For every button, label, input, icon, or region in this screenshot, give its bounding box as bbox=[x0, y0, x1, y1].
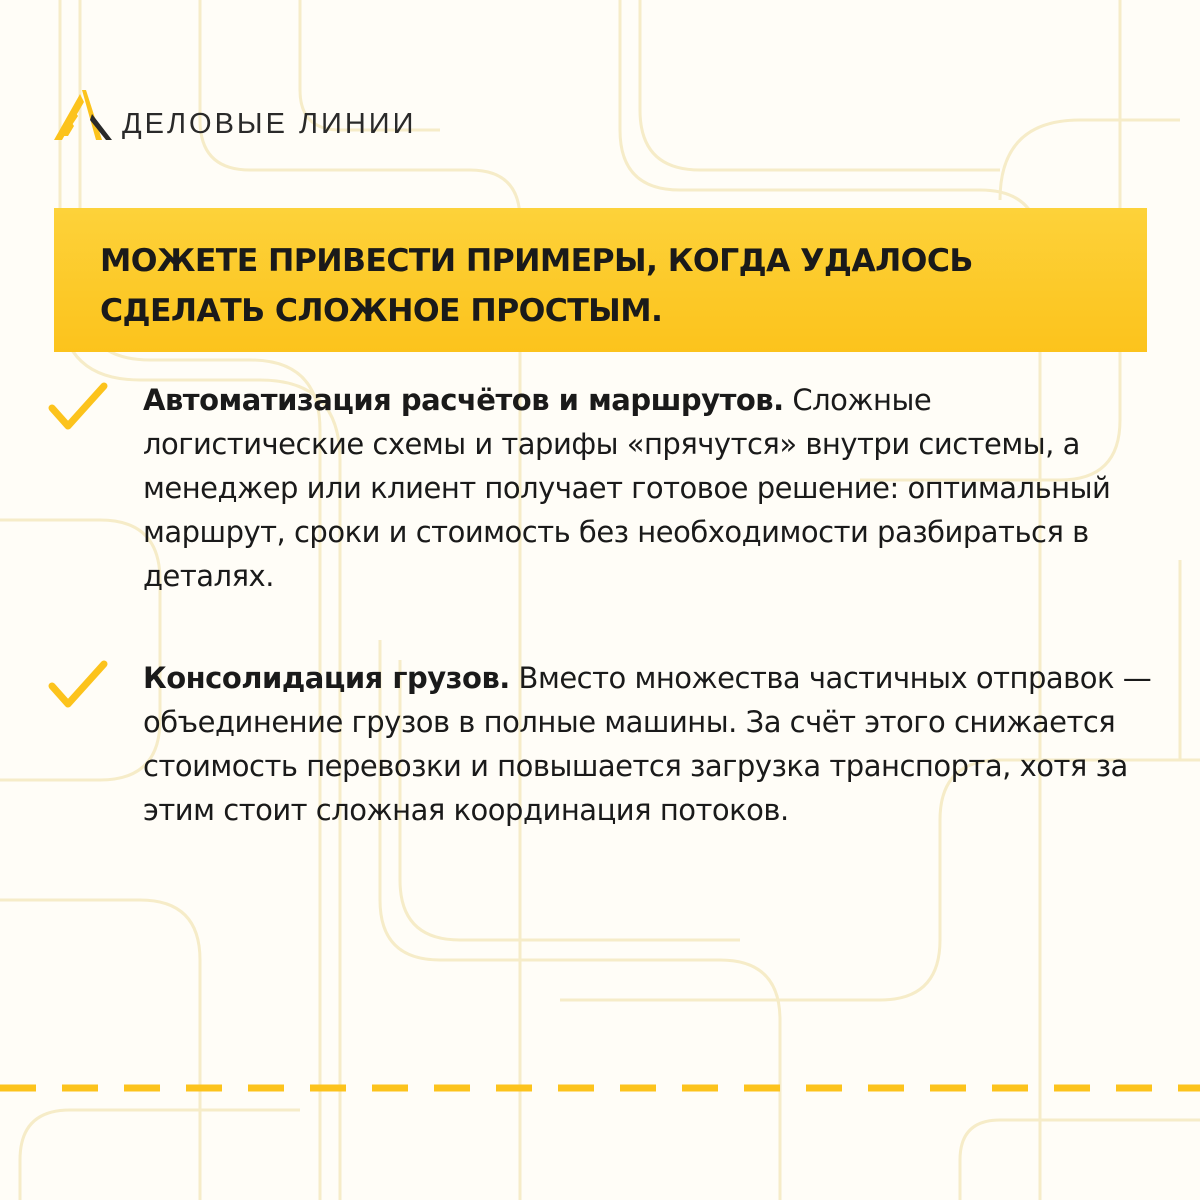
brand-logo bbox=[52, 88, 452, 152]
list-item bbox=[46, 656, 1156, 832]
list-item-title: Автоматизация расчётов и маршрутов. bbox=[143, 383, 784, 417]
list-item-body: Вместо множества частичных отправок — объединение грузов в полные машины. За счёт этого снижается стоимость перевозки и повышается загрузка транспорта, хотя за этим стоит сложная координация потоков. bbox=[143, 661, 1152, 827]
list-item-text bbox=[143, 378, 1156, 598]
check-icon bbox=[46, 378, 112, 438]
question-banner bbox=[54, 208, 1147, 352]
list-item-body: Сложные логистические схемы и тарифы «прячутся» внутри системы, а менеджер или клиент получает готовое решение: оптимальный маршрут, сроки и стоимость без необходимости разбираться в деталях. bbox=[143, 383, 1111, 593]
check-icon bbox=[46, 656, 112, 716]
logo-text: ДЕЛОВЫЕ ЛИНИИ bbox=[122, 108, 417, 140]
question-text: МОЖЕТЕ ПРИВЕСТИ ПРИМЕРЫ, КОГДА УДАЛОСЬ СДЕЛАТЬ СЛОЖНОЕ ПРОСТЫМ. bbox=[100, 243, 973, 329]
list-item bbox=[46, 378, 1156, 598]
logo-emblem-icon bbox=[52, 88, 116, 148]
dashed-divider bbox=[0, 1080, 1200, 1100]
list-item-title: Консолидация грузов. bbox=[143, 661, 510, 695]
list-item-text bbox=[143, 656, 1156, 832]
